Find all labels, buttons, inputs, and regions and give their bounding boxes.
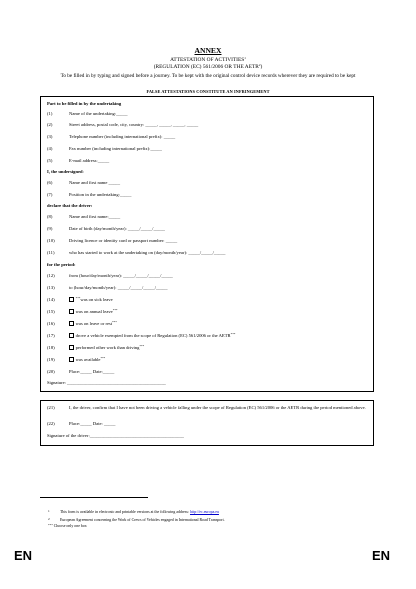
footnote-2-number: 2 <box>48 517 50 521</box>
checkbox[interactable] <box>69 309 74 314</box>
checkbox[interactable] <box>69 357 74 362</box>
declare-label: declare that the driver: <box>47 203 93 208</box>
footnote-ref: 1 <box>244 56 246 60</box>
false-attestation-notice: FALSE ATTESTATIONS CONSTITUTE AN INFRINGEMENT <box>146 89 270 94</box>
footnote-separator <box>40 497 148 498</box>
footnote-ref: 2 <box>258 63 261 67</box>
attestation-title: ATTESTATION OF ACTIVITIES$^1$ <box>170 56 246 63</box>
annex-title: ANNEX <box>194 46 222 55</box>
checkbox[interactable] <box>69 321 74 326</box>
footnote-1: This form is available in electronic and printable versions at the following address: http://ec.europa.eu <box>60 510 219 514</box>
checkbox[interactable] <box>69 333 74 338</box>
signature-line-1[interactable]: Signature: ___________________________________________ <box>47 380 166 385</box>
language-code-right: EN <box>372 548 391 563</box>
period-label: for the period: <box>47 262 76 267</box>
checkbox[interactable] <box>69 297 74 302</box>
driver-confirmation-box: (21) I, the driver, confirm that I have not been driving a vehicle falling under the scope of Regulation (EC) 561/2006 or the AETR during the period mentioned above. (22) Place:_____ Date: _____ Signature of the driver:_________________________________________ <box>40 400 374 446</box>
intro-text: To be filled in by typing and signed before a journey. To be kept with the original control device records wherever they are required to be kept <box>60 73 356 79</box>
part-title: Part to be filled in by the undertaking <box>47 101 122 106</box>
footnote-2: European Agreement concerning the Work of Crews of Vehicles engaged in International Road Transport. <box>60 518 225 522</box>
footnote-3: *** Choose only one box <box>48 523 87 528</box>
footnote-1-number: 1 <box>48 509 50 513</box>
regulation-subtitle: (REGULATION (EC) 561/2006 OR THE AETR$^2$) <box>153 63 263 70</box>
undersigned-label: I, the undersigned: <box>47 169 84 174</box>
signature-line-2[interactable]: Signature of the driver:_________________________________________ <box>47 433 184 438</box>
language-code-left: EN <box>14 548 33 563</box>
footnote-1-link[interactable]: http://ec.europa.eu <box>189 510 219 514</box>
undertaking-form-box: Part to be filled in by the undertaking (1) Name of the undertaking:_____ (2) Street address, postal code, city, country: _____, _____, _____, _____ (3) Telephone number (including international prefix): _____ (4) Fax number (including international prefix):_____ (5) E-mail address:_____ I, the undersigned: (6) Name and first name _____ (7) Position in the undertaking:_____ declare that the driver: (8) Name and first name:_____ (9) Date of birth (day/month/year): _____/_____/_____ (10) Driving licence or identity card or passport number: _____ (11) who has started to work at the undertaking on (day/month/year): _____/_____/_____ for the period: (12) from (hour/day/month/year): _____/_____/_____/_____ (13) to (hour/day/month/year): _____/_____/_____/_____ (14) ***was on sick leave (15) was on annual leave*** (16) was on leave or rest*** (17) drove a vehicle exempted from the scope of Regulation (EC) 561/2006 or the AETR*** (18) performed other work than driving*** (19) was available*** (20) Place:_____ Date:_____ Signature: ___________________________________________ <box>40 96 374 392</box>
checkbox[interactable] <box>69 345 74 350</box>
